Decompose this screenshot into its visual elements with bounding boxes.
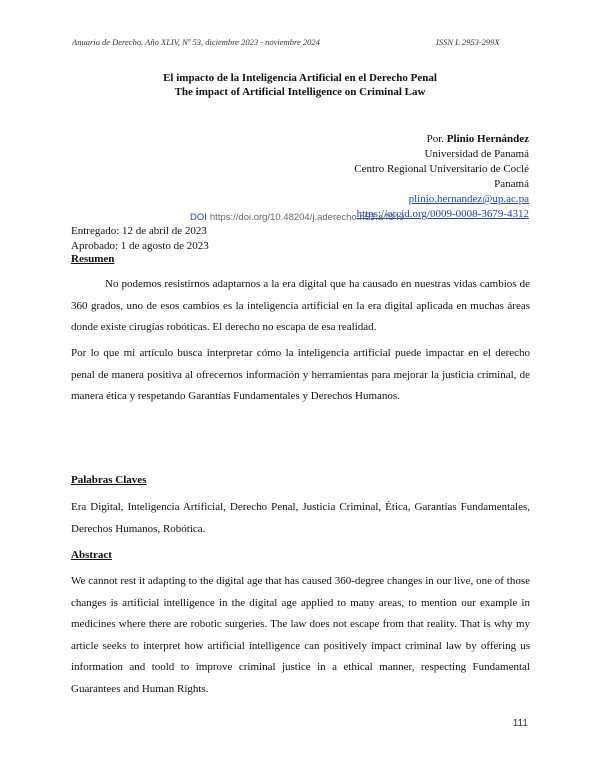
resumen-heading: Resumen — [71, 253, 115, 265]
submission-dates — [71, 224, 209, 254]
resumen-paragraph-1: No podemos resistirnos adaptarnos a la era digital que ha causado en nuestras vidas cambios de 360 grados, uno de esos cambios es la inteligencia artificial en la era digital aplicada en muchas áreas donde existe cirugías robóticas. El derecho no escapa de esa realidad. — [71, 278, 530, 333]
keywords-heading: Palabras Claves — [71, 474, 147, 486]
affiliation-location: Panamá — [494, 178, 529, 190]
author-email-link[interactable]: plinio.hernandez@up.ac.pa — [408, 193, 529, 205]
title-spanish: El impacto de la Inteligencia Artificial en el Derecho Penal — [163, 72, 437, 84]
affiliation-center: Centro Regional Universitario de Coclé — [354, 163, 529, 175]
title-block — [0, 71, 600, 99]
doi-line — [190, 212, 404, 223]
keywords-text: Era Digital, Inteligencia Artificial, Derecho Penal, Justicia Criminal, Ética, Garantías Fundamentales, Derechos Humanos, Robótica. — [71, 501, 530, 535]
received-date: Entregado: 12 de abril de 2023 — [71, 225, 207, 237]
affiliation-university: Universidad de Panamá — [424, 148, 529, 160]
issn: ISSN L 2953-299X — [436, 37, 500, 47]
title-english: The impact of Artificial Intelligence on Criminal Law — [174, 86, 426, 98]
author-block — [354, 132, 529, 222]
approved-date: Aprobado: 1 de agosto de 2023 — [71, 240, 209, 252]
journal-citation: Anuario de Derecho. Año XLIV, Nº 53, diciembre 2023 - noviembre 2024 — [72, 37, 320, 47]
running-header — [72, 37, 528, 47]
page-number: 111 — [512, 718, 528, 729]
abstract-text: We cannot rest it adapting to the digital age that has caused 360-degree changes in our live, one of those changes is artificial intelligence in the digital age applied to many areas, to mention our example in medicines where there are robotic surgeries. The law does not escape from that reality. That is why my article seeks to interpret how artificial intelligence can positively impact criminal law by offering us information and toold to improve criminal justice in a ethical manner, respecting Fundamental Guarantees and Human Rights. — [71, 575, 530, 695]
doi-label: DOI — [190, 212, 207, 223]
doi-link[interactable]: https://doi.org/10.48204/j.aderecho.n53.a4849 — [209, 212, 405, 223]
author-line — [354, 132, 529, 147]
author-name: Plinio Hernández — [446, 133, 529, 145]
orcid-link[interactable]: https://orcid.org/0009-0008-3679-4312 — [356, 208, 529, 220]
author-prefix: Por. — [426, 133, 445, 145]
resumen-paragraph-2: Por lo que mi artículo busca interpretar cómo la inteligencia artificial puede impactar en el derecho penal de manera positiva al ofrecernos información y herramientas para mejorar la justicia criminal, de manera ética y respetando Garantías Fundamentales y Derechos Humanos. — [71, 347, 530, 402]
abstract-heading: Abstract — [71, 549, 112, 561]
